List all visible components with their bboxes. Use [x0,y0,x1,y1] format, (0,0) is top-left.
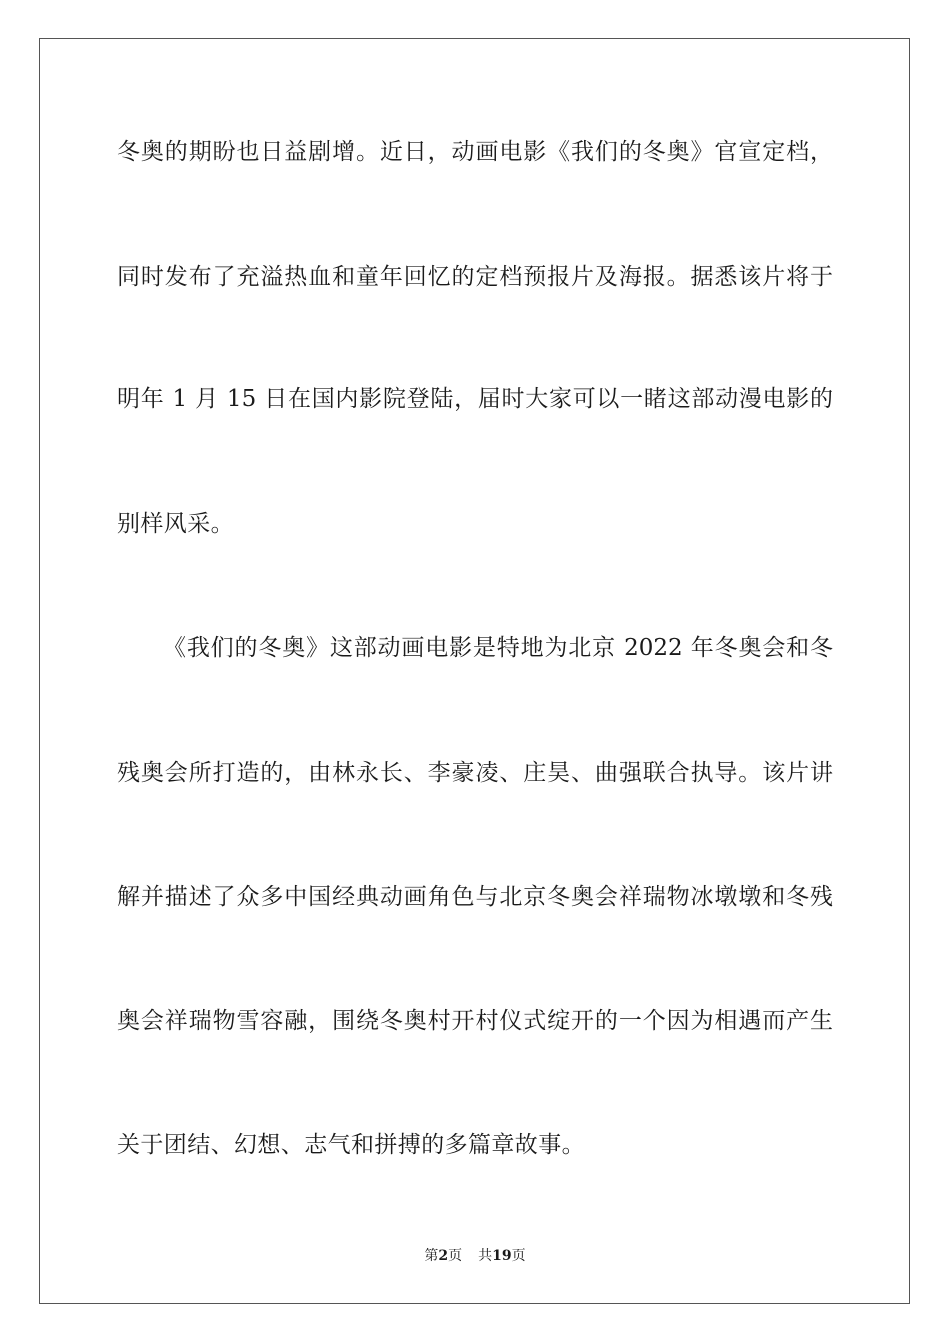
text-line: 同时发布了充溢热血和童年回忆的定档预报片及海报。据悉该片将于 [117,264,833,290]
text-line: 关于团结、幻想、志气和拼搏的多篇章故事。 [117,1132,585,1158]
paragraph-first-line: 《我们的冬奥》这部动画电影是特地为北京 2022 年冬奥会和冬 [163,635,833,661]
page-border [39,38,910,1304]
text-line: 解并描述了众多中国经典动画角色与北京冬奥会祥瑞物冰墩墩和冬残 [117,884,833,910]
text-line: 别样风采。 [117,511,234,537]
page-indicator: 第2页 [424,1248,463,1264]
total-pages-indicator: 共19页 [478,1248,526,1264]
text-line: 明年 1 月 15 日在国内影院登陆，届时大家可以一睹这部动漫电影的 [117,386,833,412]
page-footer [0,1246,950,1266]
text-line: 奥会祥瑞物雪容融，围绕冬奥村开村仪式绽开的一个因为相遇而产生 [117,1008,833,1034]
text-line: 残奥会所打造的，由林永长、李豪凌、庄昊、曲强联合执导。该片讲 [117,760,833,786]
text-line: 冬奥的期盼也日益剧增。近日，动画电影《我们的冬奥》官宣定档， [117,139,833,165]
